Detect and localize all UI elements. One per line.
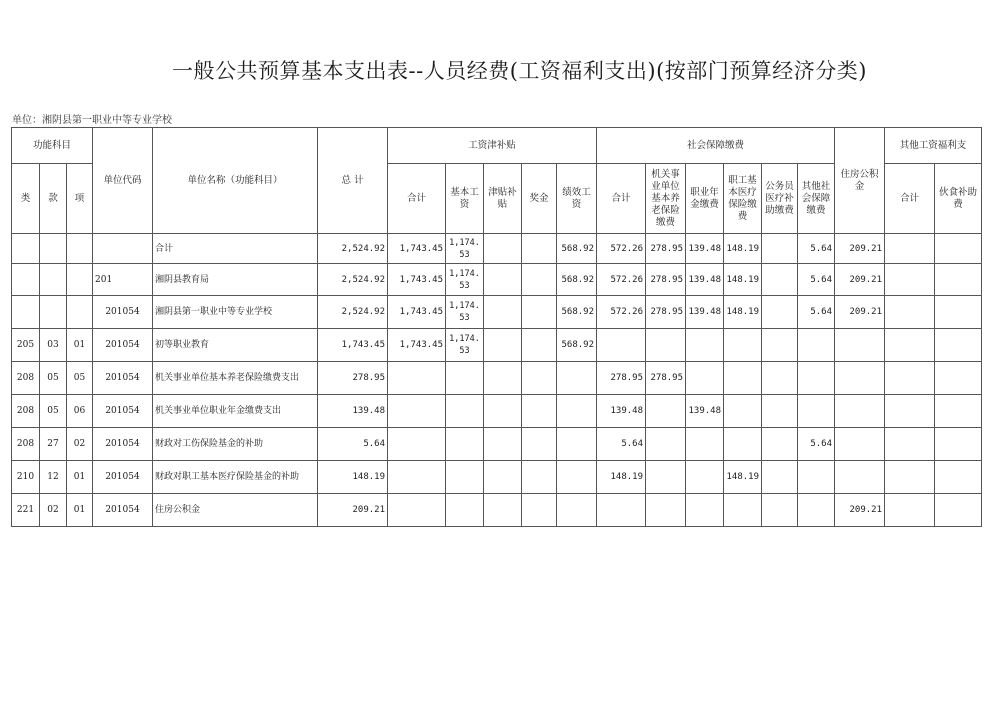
- row-unit-name: 湘阴县第一职业中等专业学校: [153, 296, 318, 329]
- row-bonus: [522, 428, 557, 461]
- header-basic-wage: 基本工资: [446, 164, 484, 234]
- row-medical: [724, 329, 762, 362]
- row-meal: [935, 362, 982, 395]
- header-social-group: 社会保障缴费: [597, 128, 835, 164]
- row-perf-wage: 568.92: [557, 234, 597, 264]
- row-basic-wage: [446, 461, 484, 494]
- header-unit-name: 单位名称（功能科目）: [153, 128, 318, 234]
- row-bonus: [522, 296, 557, 329]
- row-civil-medical: [762, 428, 798, 461]
- row-annuity: [686, 461, 724, 494]
- row-other-sub: [885, 234, 935, 264]
- table-row: [12, 329, 982, 362]
- row-meal: [935, 234, 982, 264]
- row-social-sum: 148.19: [597, 461, 646, 494]
- row-annuity: [686, 494, 724, 527]
- row-pension: [646, 329, 686, 362]
- row-basic-wage: [446, 494, 484, 527]
- row-unit-code: 201054: [93, 362, 153, 395]
- row-kuan: [40, 264, 67, 296]
- row-medical: [724, 395, 762, 428]
- table-row: [12, 362, 982, 395]
- row-perf-wage: [557, 362, 597, 395]
- header-housing: 住房公积金: [835, 128, 885, 234]
- row-other-social: 5.64: [798, 296, 835, 329]
- row-medical: [724, 362, 762, 395]
- row-perf-wage: 568.92: [557, 264, 597, 296]
- row-other-sub: [885, 264, 935, 296]
- table-row: [12, 234, 982, 264]
- row-meal: [935, 428, 982, 461]
- row-total: 1,743.45: [318, 329, 388, 362]
- row-other-social: [798, 329, 835, 362]
- row-civil-medical: [762, 329, 798, 362]
- row-housing: [835, 329, 885, 362]
- header-total: 总 计: [318, 128, 388, 234]
- row-wage-sum: [388, 362, 446, 395]
- row-lei: 221: [12, 494, 40, 527]
- header-meal: 伙食补助费: [935, 164, 982, 234]
- row-allowance: [484, 234, 522, 264]
- row-medical: 148.19: [724, 461, 762, 494]
- header-lei: 类: [12, 164, 40, 234]
- row-basic-wage: [446, 362, 484, 395]
- row-wage-sum: [388, 395, 446, 428]
- row-bonus: [522, 362, 557, 395]
- table-row: [12, 395, 982, 428]
- row-meal: [935, 329, 982, 362]
- row-social-sum: 572.26: [597, 296, 646, 329]
- row-kuan: 27: [40, 428, 67, 461]
- row-unit-code: 201: [93, 264, 153, 296]
- row-other-sub: [885, 494, 935, 527]
- row-social-sum: 572.26: [597, 264, 646, 296]
- row-meal: [935, 461, 982, 494]
- row-meal: [935, 264, 982, 296]
- header-medical: 职工基本医疗保险缴费: [724, 164, 762, 234]
- row-kuan: 12: [40, 461, 67, 494]
- row-civil-medical: [762, 395, 798, 428]
- row-xiang: [67, 296, 93, 329]
- row-kuan: 03: [40, 329, 67, 362]
- header-allowance: 津贴补贴: [484, 164, 522, 234]
- row-xiang: 01: [67, 494, 93, 527]
- row-basic-wage: [446, 395, 484, 428]
- page-title: 一般公共预算基本支出表--人员经费(工资福利支出)(按部门预算经济分类): [172, 59, 867, 83]
- row-bonus: [522, 395, 557, 428]
- row-unit-name: 财政对工伤保险基金的补助: [153, 428, 318, 461]
- row-total: 2,524.92: [318, 234, 388, 264]
- row-bonus: [522, 494, 557, 527]
- row-allowance: [484, 428, 522, 461]
- row-unit-code: 201054: [93, 461, 153, 494]
- unit-label: 单位：湘阴县第一职业中等专业学校: [12, 115, 172, 126]
- row-pension: 278.95: [646, 234, 686, 264]
- row-housing: 209.21: [835, 296, 885, 329]
- row-allowance: [484, 362, 522, 395]
- row-bonus: [522, 264, 557, 296]
- row-kuan: [40, 296, 67, 329]
- row-total: 148.19: [318, 461, 388, 494]
- row-basic-wage: 1,174.53: [446, 234, 484, 264]
- row-wage-sum: 1,743.45: [388, 296, 446, 329]
- row-xiang: [67, 264, 93, 296]
- row-basic-wage: 1,174.53: [446, 296, 484, 329]
- header-other-group: 其他工资福利支: [885, 128, 982, 164]
- row-lei: 205: [12, 329, 40, 362]
- header-perf-wage: 绩效工资: [557, 164, 597, 234]
- row-total: 5.64: [318, 428, 388, 461]
- row-allowance: [484, 395, 522, 428]
- row-pension: [646, 494, 686, 527]
- row-housing: 209.21: [835, 264, 885, 296]
- row-civil-medical: [762, 461, 798, 494]
- row-other-social: [798, 494, 835, 527]
- row-wage-sum: [388, 461, 446, 494]
- row-basic-wage: 1,174.53: [446, 264, 484, 296]
- row-housing: [835, 428, 885, 461]
- header-annuity: 职业年金缴费: [686, 164, 724, 234]
- row-other-sub: [885, 461, 935, 494]
- row-medical: [724, 428, 762, 461]
- row-perf-wage: 568.92: [557, 329, 597, 362]
- row-xiang: 02: [67, 428, 93, 461]
- row-other-social: [798, 461, 835, 494]
- table-row: [12, 461, 982, 494]
- row-meal: [935, 395, 982, 428]
- row-social-sum: [597, 494, 646, 527]
- row-unit-name: 财政对职工基本医疗保险基金的补助: [153, 461, 318, 494]
- row-kuan: [40, 234, 67, 264]
- row-wage-sum: [388, 494, 446, 527]
- row-pension: 278.95: [646, 362, 686, 395]
- row-kuan: 02: [40, 494, 67, 527]
- table-row: [12, 494, 982, 527]
- row-basic-wage: [446, 428, 484, 461]
- row-annuity: 139.48: [686, 296, 724, 329]
- row-civil-medical: [762, 264, 798, 296]
- row-unit-name: 住房公积金: [153, 494, 318, 527]
- header-kuan: 款: [40, 164, 67, 234]
- row-total: 278.95: [318, 362, 388, 395]
- row-lei: 208: [12, 362, 40, 395]
- row-wage-sum: 1,743.45: [388, 329, 446, 362]
- row-xiang: 01: [67, 329, 93, 362]
- row-housing: [835, 461, 885, 494]
- row-annuity: [686, 329, 724, 362]
- header-other-social: 其他社会保障缴费: [798, 164, 835, 234]
- row-allowance: [484, 296, 522, 329]
- row-lei: [12, 234, 40, 264]
- row-unit-name: 机关事业单位基本养老保险缴费支出: [153, 362, 318, 395]
- row-allowance: [484, 264, 522, 296]
- row-kuan: 05: [40, 362, 67, 395]
- row-other-social: [798, 362, 835, 395]
- row-unit-code: 201054: [93, 494, 153, 527]
- row-social-sum: [597, 329, 646, 362]
- row-perf-wage: [557, 395, 597, 428]
- row-perf-wage: [557, 494, 597, 527]
- row-lei: 208: [12, 395, 40, 428]
- row-pension: [646, 461, 686, 494]
- row-lei: [12, 296, 40, 329]
- row-allowance: [484, 461, 522, 494]
- row-annuity: 139.48: [686, 234, 724, 264]
- row-xiang: 01: [67, 461, 93, 494]
- row-annuity: 139.48: [686, 395, 724, 428]
- header-pension: 机关事业单位基本养老保险缴费: [646, 164, 686, 234]
- row-perf-wage: [557, 461, 597, 494]
- row-perf-wage: 568.92: [557, 296, 597, 329]
- row-xiang: 05: [67, 362, 93, 395]
- row-wage-sum: [388, 428, 446, 461]
- row-wage-sum: 1,743.45: [388, 264, 446, 296]
- row-meal: [935, 494, 982, 527]
- row-xiang: 06: [67, 395, 93, 428]
- row-perf-wage: [557, 428, 597, 461]
- row-wage-sum: 1,743.45: [388, 234, 446, 264]
- table-row: [12, 296, 982, 329]
- row-medical: 148.19: [724, 234, 762, 264]
- row-other-social: 5.64: [798, 428, 835, 461]
- header-other-sub: 合计: [885, 164, 935, 234]
- header-civil-medical: 公务员医疗补助缴费: [762, 164, 798, 234]
- row-housing: [835, 362, 885, 395]
- row-medical: 148.19: [724, 264, 762, 296]
- row-lei: 208: [12, 428, 40, 461]
- row-annuity: [686, 362, 724, 395]
- row-other-sub: [885, 296, 935, 329]
- row-kuan: 05: [40, 395, 67, 428]
- table-row: [12, 428, 982, 461]
- row-civil-medical: [762, 296, 798, 329]
- row-unit-code: 201054: [93, 296, 153, 329]
- row-other-sub: [885, 329, 935, 362]
- row-social-sum: 5.64: [597, 428, 646, 461]
- row-housing: 209.21: [835, 494, 885, 527]
- row-bonus: [522, 234, 557, 264]
- budget-table: [11, 127, 982, 527]
- row-unit-name: 合计: [153, 234, 318, 264]
- header-bonus: 奖金: [522, 164, 557, 234]
- row-civil-medical: [762, 234, 798, 264]
- row-pension: [646, 395, 686, 428]
- header-wage-sub: 合计: [388, 164, 446, 234]
- row-total: 2,524.92: [318, 264, 388, 296]
- row-social-sum: 572.26: [597, 234, 646, 264]
- row-lei: 210: [12, 461, 40, 494]
- row-total: 139.48: [318, 395, 388, 428]
- row-lei: [12, 264, 40, 296]
- row-bonus: [522, 329, 557, 362]
- header-xiang: 项: [67, 164, 93, 234]
- row-basic-wage: 1,174.53: [446, 329, 484, 362]
- table-row: [12, 264, 982, 296]
- row-unit-name: 湘阴县教育局: [153, 264, 318, 296]
- row-pension: 278.95: [646, 264, 686, 296]
- row-unit-code: 201054: [93, 329, 153, 362]
- row-allowance: [484, 329, 522, 362]
- row-unit-code: 201054: [93, 428, 153, 461]
- row-unit-name: 机关事业单位职业年金缴费支出: [153, 395, 318, 428]
- row-allowance: [484, 494, 522, 527]
- row-pension: [646, 428, 686, 461]
- row-other-sub: [885, 395, 935, 428]
- row-unit-name: 初等职业教育: [153, 329, 318, 362]
- row-other-sub: [885, 428, 935, 461]
- row-xiang: [67, 234, 93, 264]
- row-housing: [835, 395, 885, 428]
- row-civil-medical: [762, 362, 798, 395]
- header-wage-group: 工资津补贴: [388, 128, 597, 164]
- header-social-sub: 合计: [597, 164, 646, 234]
- row-bonus: [522, 461, 557, 494]
- row-annuity: 139.48: [686, 264, 724, 296]
- row-social-sum: 139.48: [597, 395, 646, 428]
- row-total: 2,524.92: [318, 296, 388, 329]
- row-annuity: [686, 428, 724, 461]
- row-medical: [724, 494, 762, 527]
- row-total: 209.21: [318, 494, 388, 527]
- row-unit-code: 201054: [93, 395, 153, 428]
- row-housing: 209.21: [835, 234, 885, 264]
- row-other-sub: [885, 362, 935, 395]
- header-func-subject: 功能科目: [12, 128, 93, 164]
- row-social-sum: 278.95: [597, 362, 646, 395]
- row-medical: 148.19: [724, 296, 762, 329]
- row-meal: [935, 296, 982, 329]
- row-civil-medical: [762, 494, 798, 527]
- row-other-social: 5.64: [798, 264, 835, 296]
- row-unit-code: [93, 234, 153, 264]
- row-other-social: 5.64: [798, 234, 835, 264]
- row-pension: 278.95: [646, 296, 686, 329]
- row-other-social: [798, 395, 835, 428]
- header-unit-code: 单位代码: [93, 128, 153, 234]
